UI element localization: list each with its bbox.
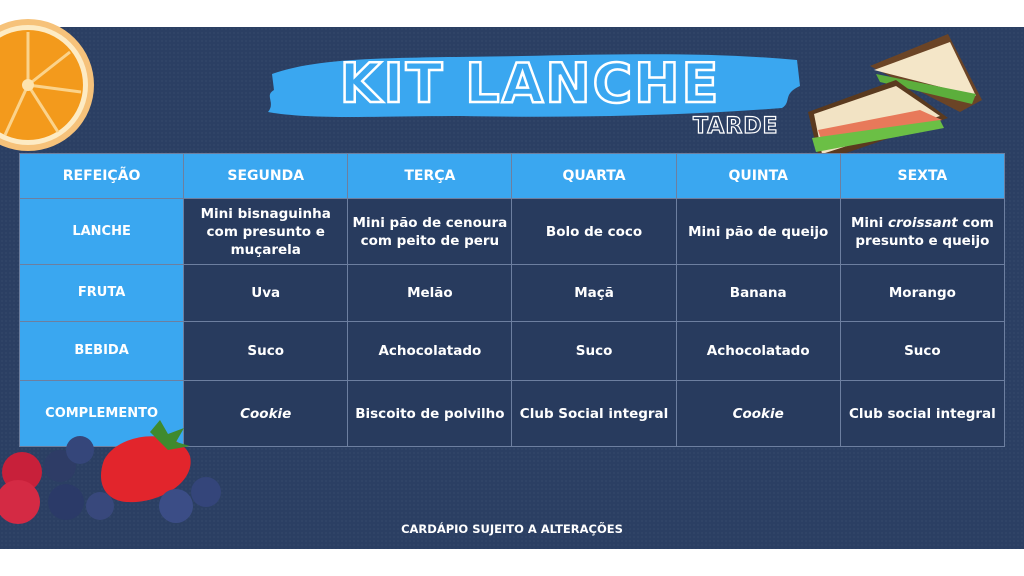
column-header-sexta: SEXTA [840,154,1004,199]
table-cell: Morango [840,265,1004,322]
table-cell: Melão [348,265,512,322]
table-cell: Suco [840,322,1004,381]
cell-text: Mini pão de cenoura com peito de peru [352,214,508,249]
table-cell: Banana [676,265,840,322]
table-cell: Club social integral [840,381,1004,447]
table-cell: Achocolatado [348,322,512,381]
row-label-bebida: BEBIDA [20,322,184,381]
table-cell [348,199,512,265]
table-cell: Achocolatado [676,322,840,381]
table-cell: Club Social integral [512,381,676,447]
cell-text: Mini bisnaguinha com presunto e muçarela [200,205,331,258]
table-cell: Suco [512,322,676,381]
column-header-quarta: QUARTA [512,154,676,199]
table-cell [840,199,1004,265]
sandwich-icon [800,30,990,168]
menu-disclaimer: CARDÁPIO SUJEITO A ALTERAÇÕES [401,522,623,536]
table-cell: Suco [184,322,348,381]
column-header-refeicao: REFEIÇÃO [20,154,184,199]
cell-text: Mini pão de queijo [688,223,829,240]
cell-text-italic: croissant [887,214,958,231]
cell-text: com presunto e queijo [855,214,994,249]
table-cell: Biscoito de polvilho [348,381,512,447]
row-label-lanche: LANCHE [20,199,184,265]
orange-slice-icon [0,12,96,158]
menu-table [19,153,1005,447]
table-cell: Uva [184,265,348,322]
column-header-terca: TERÇA [348,154,512,199]
table-row [20,265,1005,322]
table-cell: Maçã [512,265,676,322]
column-header-quinta: QUINTA [676,154,840,199]
page-title: KIT LANCHE [339,52,721,115]
table-row [20,322,1005,381]
table-header-row [20,154,1005,199]
table-cell: Cookie [676,381,840,447]
berries-icon [0,420,230,532]
table-cell [184,199,348,265]
row-label-complemento: COMPLEMENTO [20,381,184,447]
page-subtitle: TARDE [693,114,779,139]
cell-text: Bolo de coco [545,223,643,240]
table-cell [512,199,676,265]
table-cell: Cookie [184,381,348,447]
row-label-fruta: FRUTA [20,265,184,322]
table-cell [676,199,840,265]
cell-text: Mini [850,214,888,231]
table-row [20,199,1005,265]
column-header-segunda: SEGUNDA [184,154,348,199]
